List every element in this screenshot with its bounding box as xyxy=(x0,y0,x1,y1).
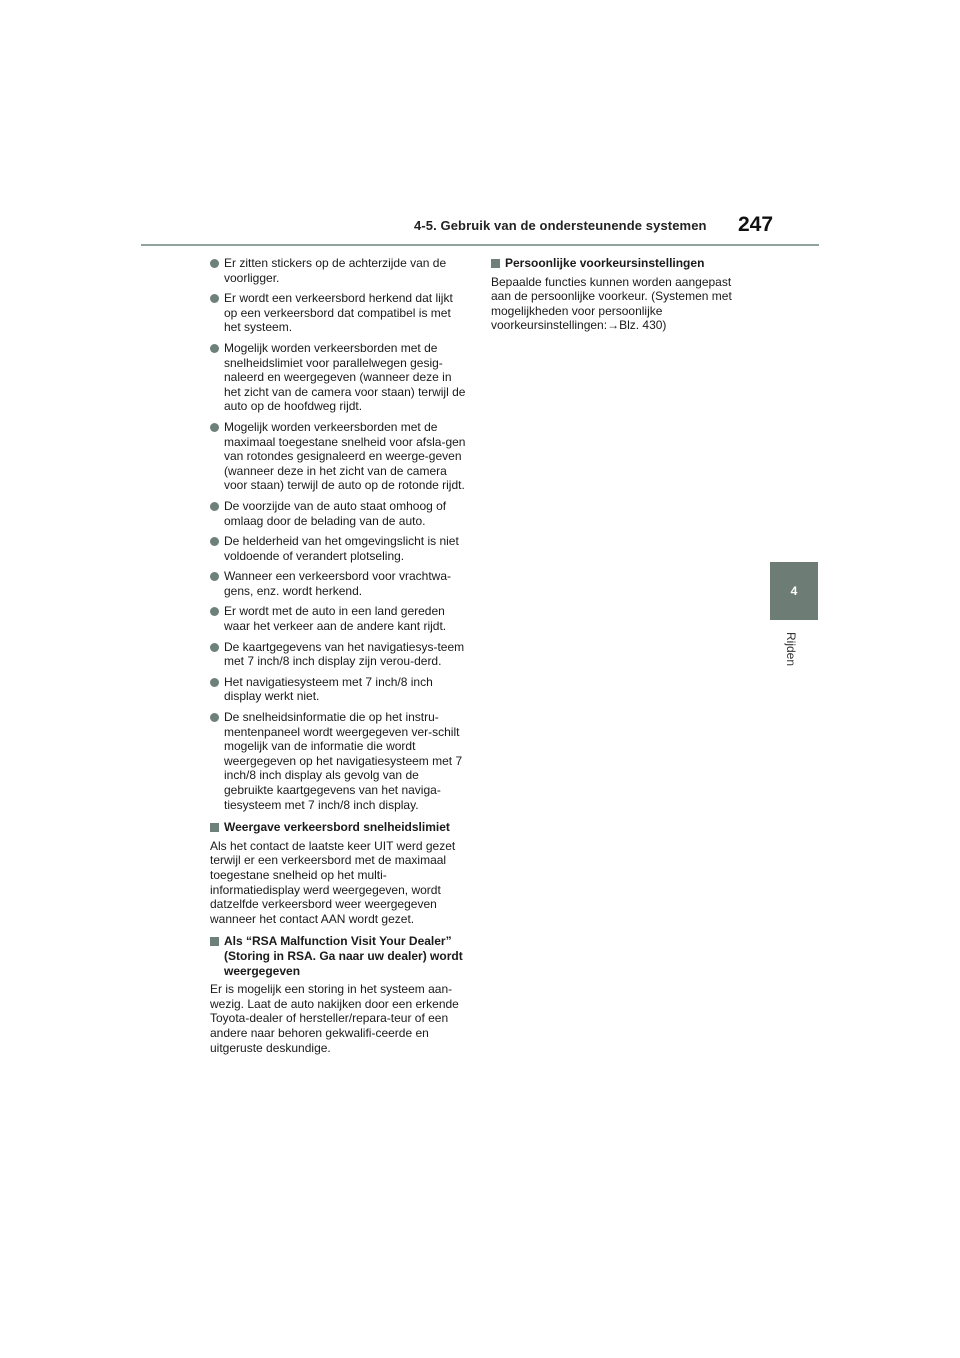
bullet-icon xyxy=(210,643,219,652)
page-number: 247 xyxy=(738,213,774,236)
list-item: Mogelijk worden verkeersborden met de maximaal toegestane snelheid voor afsla-gen van rotondes gesignaleerd en weerge-geven (wanneer deze in het zicht van de camera voor staan) terwijl de auto op de rotonde rijdt. xyxy=(210,420,468,493)
bullet-icon xyxy=(210,502,219,511)
bullet-icon xyxy=(210,607,219,616)
square-bullet-icon xyxy=(491,259,500,268)
section-body: Bepaalde functies kunnen worden aangepast aan de persoonlijke voorkeur. (Systemen met mogelijkheden voor persoonlijke voorkeursinstellingen:→Blz. 430) xyxy=(491,274,732,333)
list-item: De helderheid van het omgevingslicht is niet voldoende of verandert plotseling. xyxy=(210,534,468,563)
bullet-icon xyxy=(210,344,219,353)
square-bullet-icon xyxy=(210,937,219,946)
section-heading: Weergave verkeersbord snelheidslimiet xyxy=(210,820,468,835)
bullet-icon xyxy=(210,572,219,581)
section-rsa-malfunction xyxy=(210,934,468,1055)
list-item: Het navigatiesysteem met 7 inch/8 inch display werkt niet. xyxy=(210,675,468,704)
section-body: Er is mogelijk een storing in het systeem aan-wezig. Laat de auto nakijken door een erkende Toyota-dealer of hersteller/repara-teur of een andere naar behoren gekwalifi-ceerde en uitgeruste deskundige. xyxy=(210,982,459,1055)
bullet-icon xyxy=(210,259,219,268)
list-item: Er wordt met de auto in een land gereden waar het verkeer aan de andere kant rijdt. xyxy=(210,604,468,633)
section-title: 4-5. Gebruik van de ondersteunende systemen xyxy=(414,218,707,233)
list-item: Er zitten stickers op de achterzijde van de voorligger. xyxy=(210,256,468,285)
list-item: De voorzijde van de auto staat omhoog of omlaag door de belading van de auto. xyxy=(210,499,468,528)
chapter-number: 4 xyxy=(790,584,798,598)
list-item: De kaartgegevens van het navigatiesys-teem met 7 inch/8 inch display zijn verou-derd. xyxy=(210,640,468,669)
bullet-icon xyxy=(210,713,219,722)
bullet-icon xyxy=(210,294,219,303)
list-item: Wanneer een verkeersbord voor vrachtwa-gens, enz. wordt herkend. xyxy=(210,569,468,598)
section-heading: Persoonlijke voorkeursinstellingen xyxy=(491,256,753,271)
list-item: De snelheidsinformatie die op het instru-mentenpaneel wordt weergegeven ver-schilt mogelijk van de informatie die wordt weergegeven op het navigatiesysteem met 7 inch/8 inch display als gevolg van de gebruikte kaartgegevens van het naviga-tiesysteem met 7 inch/8 inch display. xyxy=(210,710,468,812)
header-divider xyxy=(141,244,819,246)
section-personal-settings xyxy=(491,256,753,333)
section-speed-sign-display xyxy=(210,820,468,926)
square-bullet-icon xyxy=(210,823,219,832)
chapter-label: Rijden xyxy=(784,632,798,667)
section-heading: Als “RSA Malfunction Visit Your Dealer” (Storing in RSA. Ga naar uw dealer) wordt weergegeven xyxy=(210,934,468,978)
right-column xyxy=(491,256,753,339)
bullet-icon xyxy=(210,678,219,687)
bullet-icon xyxy=(210,423,219,432)
left-column xyxy=(210,256,468,1061)
chapter-tab[interactable] xyxy=(770,562,818,620)
section-body: Als het contact de laatste keer UIT werd gezet terwijl er een verkeersbord met de maximaal toegestane snelheid op het multi-informatiedisplay werd weergegeven, wordt datzelfde verkeersbord weer weergegeven wanneer het contact AAN wordt gezet. xyxy=(210,838,456,926)
list-item: Mogelijk worden verkeersborden met de snelheidslimiet voor parallelwegen gesig-naleerd en weergegeven (wanneer deze in het zicht van de camera voor staan) terwijl de auto op de hoofdweg rijdt. xyxy=(210,341,468,414)
bullet-icon xyxy=(210,537,219,546)
list-item: Er wordt een verkeersbord herkend dat lijkt op een verkeersbord dat compatibel is met het systeem. xyxy=(210,291,468,335)
